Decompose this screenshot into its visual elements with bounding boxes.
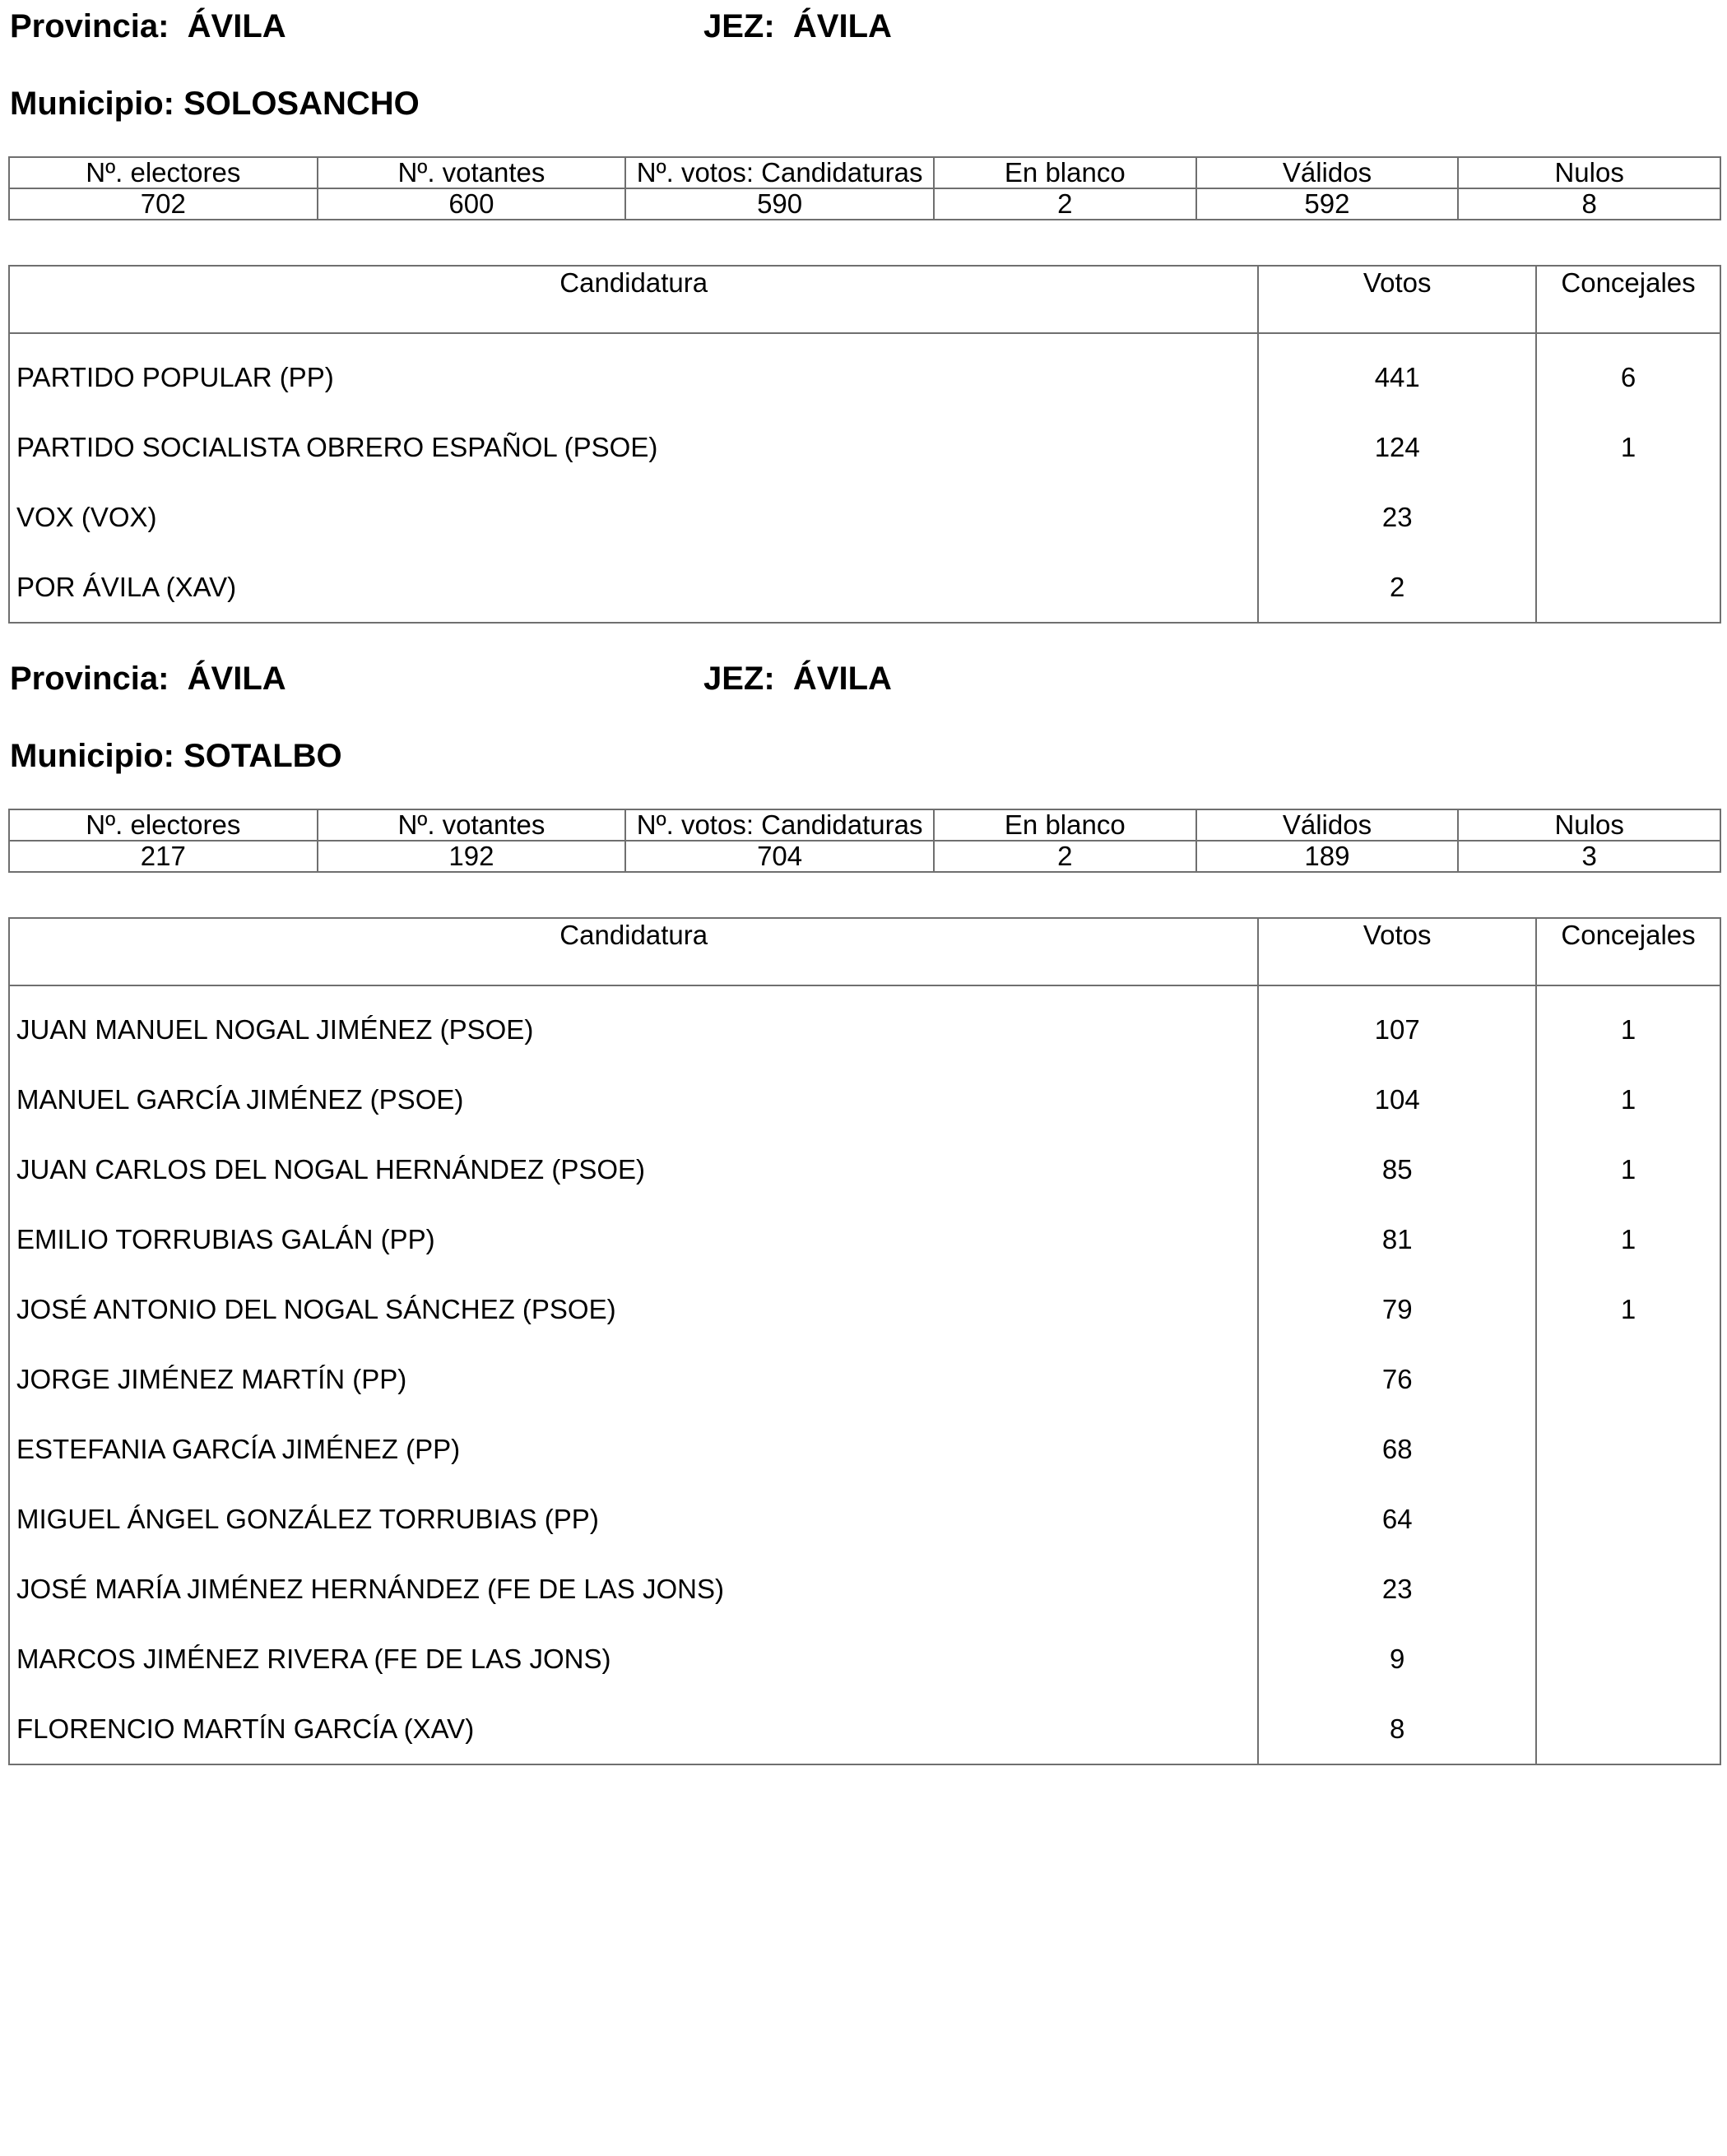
- candidate-name: PARTIDO POPULAR (PP): [9, 333, 1258, 412]
- candidate-concejales: 1: [1536, 985, 1720, 1064]
- table-row: [9, 1064, 1720, 1134]
- candidate-votes: 76: [1258, 1344, 1536, 1414]
- municipio-heading: [10, 738, 342, 774]
- candidate-name: VOX (VOX): [9, 482, 1258, 552]
- jez-heading: [703, 661, 892, 697]
- value-en-blanco: 2: [934, 841, 1196, 872]
- header-votantes: Nº. votantes: [318, 809, 626, 841]
- candidate-votes: 64: [1258, 1484, 1536, 1554]
- candidate-name: FLORENCIO MARTÍN GARCÍA (XAV): [9, 1694, 1258, 1764]
- jez-heading: [703, 8, 892, 44]
- candidatura-table: [8, 917, 1721, 1765]
- provincia-value: ÁVILA: [187, 8, 286, 44]
- candidate-name: POR ÁVILA (XAV): [9, 552, 1258, 623]
- table-row: [9, 1694, 1720, 1764]
- candidate-concejales: 6: [1536, 333, 1720, 412]
- provincia-label: Provincia:: [10, 661, 169, 697]
- candidate-concejales: 1: [1536, 1204, 1720, 1274]
- candidate-name: PARTIDO SOCIALISTA OBRERO ESPAÑOL (PSOE): [9, 412, 1258, 482]
- candidatura-table: [8, 265, 1721, 624]
- municipio-value: SOTALBO: [183, 738, 342, 774]
- value-electores: 217: [9, 841, 318, 872]
- table-row: [9, 333, 1720, 412]
- table-row: [9, 1414, 1720, 1484]
- summary-value-row: [9, 188, 1720, 220]
- candidate-name: JORGE JIMÉNEZ MARTÍN (PP): [9, 1344, 1258, 1414]
- candidate-votes: 79: [1258, 1274, 1536, 1344]
- header-votos-candidaturas: Nº. votos: Candidaturas: [625, 157, 934, 188]
- col-concejales: Concejales: [1536, 918, 1720, 985]
- candidate-name: MANUEL GARCÍA JIMÉNEZ (PSOE): [9, 1064, 1258, 1134]
- value-validos: 592: [1196, 188, 1459, 220]
- candidate-name: MIGUEL ÁNGEL GONZÁLEZ TORRUBIAS (PP): [9, 1484, 1258, 1554]
- col-concejales: Concejales: [1536, 266, 1720, 333]
- summary-table: [8, 156, 1721, 220]
- candidate-votes: 23: [1258, 1554, 1536, 1624]
- municipio-label: Municipio:: [10, 738, 174, 774]
- header-validos: Válidos: [1196, 809, 1459, 841]
- value-electores: 702: [9, 188, 318, 220]
- table-row: [9, 1624, 1720, 1694]
- header-nulos: Nulos: [1458, 809, 1720, 841]
- candidate-votes: 8: [1258, 1694, 1536, 1764]
- candidate-concejales: [1536, 1694, 1720, 1764]
- candidate-concejales: [1536, 1554, 1720, 1624]
- candidatura-header-row: [9, 266, 1720, 333]
- table-row: [9, 482, 1720, 552]
- provincia-heading: [10, 661, 286, 697]
- candidate-votes: 2: [1258, 552, 1536, 623]
- candidate-concejales: [1536, 1344, 1720, 1414]
- municipio-heading: [10, 86, 420, 122]
- col-candidatura: Candidatura: [9, 266, 1258, 333]
- candidate-votes: 124: [1258, 412, 1536, 482]
- header-en-blanco: En blanco: [934, 809, 1196, 841]
- candidate-concejales: [1536, 1414, 1720, 1484]
- candidate-votes: 9: [1258, 1624, 1536, 1694]
- header-electores: Nº. electores: [9, 809, 318, 841]
- value-votantes: 600: [318, 188, 626, 220]
- candidate-concejales: [1536, 1484, 1720, 1554]
- candidate-name: JUAN CARLOS DEL NOGAL HERNÁNDEZ (PSOE): [9, 1134, 1258, 1204]
- candidate-votes: 85: [1258, 1134, 1536, 1204]
- candidate-votes: 68: [1258, 1414, 1536, 1484]
- table-row: [9, 552, 1720, 623]
- table-row: [9, 1274, 1720, 1344]
- table-row: [9, 1204, 1720, 1274]
- table-row: [9, 1484, 1720, 1554]
- table-row: [9, 1554, 1720, 1624]
- candidate-concejales: 1: [1536, 1274, 1720, 1344]
- candidate-name: JOSÉ MARÍA JIMÉNEZ HERNÁNDEZ (FE DE LAS JONS): [9, 1554, 1258, 1624]
- candidate-concejales: [1536, 1624, 1720, 1694]
- provincia-label: Provincia:: [10, 8, 169, 44]
- col-votos: Votos: [1258, 918, 1536, 985]
- provincia-value: ÁVILA: [187, 661, 286, 697]
- candidate-votes: 23: [1258, 482, 1536, 552]
- candidate-concejales: [1536, 482, 1720, 552]
- col-votos: Votos: [1258, 266, 1536, 333]
- value-votos-candidaturas: 704: [625, 841, 934, 872]
- jez-label: JEZ:: [703, 661, 775, 697]
- candidate-name: EMILIO TORRUBIAS GALÁN (PP): [9, 1204, 1258, 1274]
- candidate-name: ESTEFANIA GARCÍA JIMÉNEZ (PP): [9, 1414, 1258, 1484]
- header-votos-candidaturas: Nº. votos: Candidaturas: [625, 809, 934, 841]
- jez-value: ÁVILA: [792, 8, 892, 44]
- summary-header-row: [9, 157, 1720, 188]
- candidate-concejales: [1536, 552, 1720, 623]
- table-row: [9, 1134, 1720, 1204]
- table-row: [9, 412, 1720, 482]
- candidate-votes: 104: [1258, 1064, 1536, 1134]
- value-votos-candidaturas: 590: [625, 188, 934, 220]
- municipio-label: Municipio:: [10, 86, 174, 122]
- candidate-concejales: 1: [1536, 1134, 1720, 1204]
- value-en-blanco: 2: [934, 188, 1196, 220]
- header-electores: Nº. electores: [9, 157, 318, 188]
- candidate-votes: 81: [1258, 1204, 1536, 1274]
- candidatura-header-row: [9, 918, 1720, 985]
- col-candidatura: Candidatura: [9, 918, 1258, 985]
- value-nulos: 3: [1458, 841, 1720, 872]
- provincia-heading: [10, 8, 286, 44]
- value-votantes: 192: [318, 841, 626, 872]
- header-en-blanco: En blanco: [934, 157, 1196, 188]
- summary-header-row: [9, 809, 1720, 841]
- candidate-name: MARCOS JIMÉNEZ RIVERA (FE DE LAS JONS): [9, 1624, 1258, 1694]
- value-validos: 189: [1196, 841, 1459, 872]
- table-row: [9, 985, 1720, 1064]
- candidate-name: JOSÉ ANTONIO DEL NOGAL SÁNCHEZ (PSOE): [9, 1274, 1258, 1344]
- summary-value-row: [9, 841, 1720, 872]
- header-nulos: Nulos: [1458, 157, 1720, 188]
- jez-value: ÁVILA: [792, 661, 892, 697]
- value-nulos: 8: [1458, 188, 1720, 220]
- candidate-name: JUAN MANUEL NOGAL JIMÉNEZ (PSOE): [9, 985, 1258, 1064]
- candidate-concejales: 1: [1536, 1064, 1720, 1134]
- candidate-votes: 441: [1258, 333, 1536, 412]
- jez-label: JEZ:: [703, 8, 775, 44]
- table-row: [9, 1344, 1720, 1414]
- candidate-votes: 107: [1258, 985, 1536, 1064]
- municipio-value: SOLOSANCHO: [183, 86, 420, 122]
- header-votantes: Nº. votantes: [318, 157, 626, 188]
- header-validos: Válidos: [1196, 157, 1459, 188]
- candidate-concejales: 1: [1536, 412, 1720, 482]
- summary-table: [8, 809, 1721, 873]
